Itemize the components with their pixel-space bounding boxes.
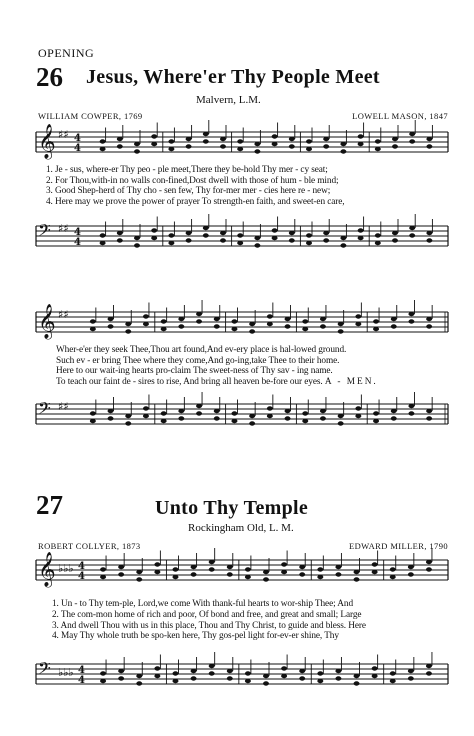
note-head	[358, 236, 364, 240]
note-head	[355, 414, 361, 418]
note-head	[136, 577, 142, 581]
note-head	[289, 144, 295, 148]
note-head	[249, 421, 255, 425]
note-head	[263, 674, 269, 678]
note-head	[299, 669, 305, 673]
note-head	[100, 679, 106, 683]
note-head	[186, 231, 192, 235]
note-head	[203, 233, 209, 237]
note-head	[118, 565, 124, 569]
note-head	[191, 565, 197, 569]
verse-block	[52, 599, 366, 642]
note-head	[338, 414, 344, 418]
note-head	[306, 233, 312, 237]
note-head	[408, 312, 414, 316]
note-head	[302, 419, 308, 423]
time-signature: 4	[74, 133, 81, 144]
note-head	[118, 676, 124, 680]
note-head	[196, 319, 202, 323]
note-head	[272, 228, 278, 232]
note-head	[118, 572, 124, 576]
note-head	[340, 236, 346, 240]
note-head	[100, 671, 106, 675]
note-head	[117, 238, 123, 242]
note-head	[263, 577, 269, 581]
note-head	[373, 319, 379, 323]
note-head	[285, 324, 291, 328]
note-head	[168, 233, 174, 237]
note-head	[117, 137, 123, 141]
note-head	[354, 577, 360, 581]
note-head	[409, 226, 415, 230]
note-head	[245, 671, 251, 675]
note-head	[172, 567, 178, 571]
note-head	[390, 679, 396, 683]
note-head	[338, 322, 344, 326]
note-head	[263, 570, 269, 574]
note-head	[372, 674, 378, 678]
note-head	[426, 317, 432, 321]
note-head	[373, 327, 379, 331]
note-head	[227, 565, 233, 569]
note-head	[249, 414, 255, 418]
note-head	[172, 679, 178, 683]
bass-clef-icon: 𝄢	[38, 398, 51, 422]
note-head	[186, 144, 192, 148]
note-head	[196, 404, 202, 408]
note-head	[134, 149, 140, 153]
note-head	[372, 570, 378, 574]
sharp-icon: ♯♯	[58, 400, 69, 413]
note-head	[90, 411, 96, 415]
tune-name: Rockingham Old, L. M.	[188, 522, 294, 534]
note-head	[375, 233, 381, 237]
note-head	[254, 236, 260, 240]
hymn-title: Jesus, Where'er Thy People Meet	[86, 66, 380, 88]
note-head	[214, 409, 220, 413]
time-signature: 4	[74, 143, 81, 154]
verse-line: 1. Je - sus, where-er Thy peo - ple meet,There they be-hold Thy mer - cy seat;	[46, 165, 328, 175]
note-head	[391, 317, 397, 321]
note-head	[320, 409, 326, 413]
note-head	[299, 676, 305, 680]
note-head	[143, 414, 149, 418]
note-head	[272, 236, 278, 240]
hymn-number: 27	[36, 490, 63, 520]
note-head	[254, 149, 260, 153]
note-head	[426, 664, 432, 668]
note-head	[426, 231, 432, 235]
time-signature: 4	[74, 237, 81, 248]
note-head	[335, 676, 341, 680]
note-head	[203, 226, 209, 230]
note-head	[214, 317, 220, 321]
note-head	[143, 322, 149, 326]
note-head	[323, 137, 329, 141]
note-head	[409, 139, 415, 143]
note-head	[136, 674, 142, 678]
bass-staff	[0, 396, 474, 456]
note-head	[108, 416, 114, 420]
note-head	[426, 567, 432, 571]
note-head	[220, 231, 226, 235]
note-head	[100, 147, 106, 151]
flat-icon: ♭♭♭	[58, 562, 74, 575]
note-head	[118, 669, 124, 673]
note-head	[136, 570, 142, 574]
note-head	[281, 674, 287, 678]
note-head	[136, 681, 142, 685]
note-head	[151, 228, 157, 232]
note-head	[408, 676, 414, 680]
note-head	[289, 238, 295, 242]
note-head	[390, 671, 396, 675]
sharp-icon: ♯♯	[58, 308, 69, 321]
note-head	[161, 419, 167, 423]
note-head	[317, 567, 323, 571]
note-head	[289, 231, 295, 235]
note-head	[209, 567, 215, 571]
verse-line: 2. For Thou,with-in no walls con-fined,Dost dwell with those of hum - ble mind;	[46, 175, 339, 186]
note-head	[220, 137, 226, 141]
note-head	[426, 671, 432, 675]
note-head	[214, 416, 220, 420]
note-head	[272, 142, 278, 146]
note-head	[231, 327, 237, 331]
note-head	[408, 319, 414, 323]
note-head	[203, 139, 209, 143]
note-head	[392, 238, 398, 242]
note-head	[340, 149, 346, 153]
note-head	[178, 416, 184, 420]
note-head	[231, 419, 237, 423]
note-head	[317, 679, 323, 683]
note-head	[161, 327, 167, 331]
note-head	[125, 421, 131, 425]
note-head	[143, 314, 149, 318]
note-head	[409, 233, 415, 237]
note-head	[227, 676, 233, 680]
note-head	[172, 671, 178, 675]
note-head	[289, 137, 295, 141]
note-head	[125, 414, 131, 418]
note-head	[267, 406, 273, 410]
verse-line: Here to our wait-ing hearts pro-claim The sweet-ness of Thy sav - ing name.	[56, 366, 333, 376]
note-head	[117, 231, 123, 235]
note-head	[134, 236, 140, 240]
note-head	[245, 679, 251, 683]
note-head	[375, 241, 381, 245]
treble-clef-icon: 𝄞	[38, 124, 56, 159]
author-credit: ROBERT COLLYER, 1873	[38, 541, 141, 551]
note-head	[161, 319, 167, 323]
sharp-icon: ♯♯	[58, 222, 69, 235]
note-head	[354, 674, 360, 678]
note-head	[203, 132, 209, 136]
note-head	[358, 142, 364, 146]
verse-line: Wher-e'er they seek Thee,Thou art found,And ev-ery place is hal-lowed ground.	[56, 345, 347, 355]
note-head	[391, 409, 397, 413]
note-head	[426, 560, 432, 564]
note-head	[100, 139, 106, 143]
note-head	[254, 243, 260, 247]
bass-clef-icon: 𝄢	[38, 220, 51, 244]
note-head	[168, 241, 174, 245]
note-head	[100, 233, 106, 237]
note-head	[172, 575, 178, 579]
note-head	[227, 572, 233, 576]
note-head	[231, 319, 237, 323]
note-head	[392, 231, 398, 235]
note-head	[237, 139, 243, 143]
section-heading: OPENING	[38, 46, 95, 60]
composer-credit: EDWARD MILLER, 1790	[349, 541, 448, 551]
verse-line: 1. Un - to Thy tem-ple, Lord,we come With thank-ful hearts to wor-ship Thee; And	[52, 599, 354, 609]
note-head	[267, 322, 273, 326]
note-head	[302, 411, 308, 415]
bass-clef-icon: 𝄢	[38, 658, 51, 682]
note-head	[161, 411, 167, 415]
note-head	[186, 238, 192, 242]
note-head	[191, 669, 197, 673]
note-head	[338, 329, 344, 333]
treble-clef-icon: 𝄞	[38, 552, 56, 587]
note-head	[263, 681, 269, 685]
note-head	[426, 238, 432, 242]
note-head	[323, 238, 329, 242]
note-head	[408, 565, 414, 569]
note-head	[320, 324, 326, 328]
bass-staff	[0, 656, 474, 716]
note-head	[281, 666, 287, 670]
note-head	[154, 666, 160, 670]
treble-clef-icon: 𝄞	[38, 304, 56, 339]
verse-line-text: To teach our faint de - sires to rise, And bring all heaven be-fore our eyes.	[56, 376, 323, 387]
note-head	[372, 562, 378, 566]
time-signature: 4	[78, 571, 85, 582]
note-head	[320, 416, 326, 420]
verse-block	[56, 345, 378, 387]
note-head	[426, 416, 432, 420]
note-head	[237, 147, 243, 151]
note-head	[354, 570, 360, 574]
note-head	[306, 241, 312, 245]
note-head	[335, 572, 341, 576]
hymn-title: Unto Thy Temple	[155, 497, 309, 519]
note-head	[375, 139, 381, 143]
note-head	[108, 409, 114, 413]
note-head	[426, 324, 432, 328]
note-head	[285, 317, 291, 321]
note-head	[143, 406, 149, 410]
note-head	[373, 411, 379, 415]
note-head	[231, 411, 237, 415]
note-head	[392, 137, 398, 141]
note-head	[209, 671, 215, 675]
note-head	[372, 666, 378, 670]
note-head	[134, 142, 140, 146]
note-head	[306, 139, 312, 143]
note-head	[340, 142, 346, 146]
note-head	[299, 572, 305, 576]
note-head	[191, 676, 197, 680]
note-head	[245, 575, 251, 579]
note-head	[281, 562, 287, 566]
note-head	[154, 570, 160, 574]
verse-line: Such ev - er bring Thee where they come,And go-ing,take Thee to their home.	[56, 355, 340, 366]
note-head	[390, 575, 396, 579]
note-head	[392, 144, 398, 148]
note-head	[317, 575, 323, 579]
verse-line: 3. And dwell Thou with us in this place, Thou and Thy Christ, to guide and bless. Here	[52, 620, 366, 631]
note-head	[408, 411, 414, 415]
note-head	[100, 567, 106, 571]
note-head	[254, 142, 260, 146]
note-head	[323, 231, 329, 235]
author-credit: WILLIAM COWPER, 1769	[38, 111, 143, 121]
note-head	[151, 236, 157, 240]
note-head	[209, 560, 215, 564]
note-head	[154, 674, 160, 678]
note-head	[426, 137, 432, 141]
note-head	[249, 322, 255, 326]
note-head	[125, 329, 131, 333]
note-head	[355, 406, 361, 410]
note-head	[299, 565, 305, 569]
note-head	[100, 575, 106, 579]
note-head	[108, 324, 114, 328]
note-head	[90, 419, 96, 423]
verse-line: 4. May Thy whole truth be spo-ken here, Thy gos-pel light for-ev-er shine, Thy	[52, 631, 339, 642]
note-head	[285, 416, 291, 420]
note-head	[281, 570, 287, 574]
verse-line: 4. Here may we prove the power of prayer To strength-en faith, and sweet-en care,	[46, 196, 345, 207]
verse-block	[46, 165, 345, 207]
note-head	[168, 147, 174, 151]
note-head	[335, 669, 341, 673]
note-head	[134, 243, 140, 247]
note-head	[151, 142, 157, 146]
note-head	[90, 319, 96, 323]
note-head	[358, 228, 364, 232]
note-head	[125, 322, 131, 326]
note-head	[154, 562, 160, 566]
note-head	[178, 409, 184, 413]
verse-line: 3. Good Shep-herd of Thy cho - sen few, Thy for-mer mer - cies here re - new;	[46, 186, 331, 196]
note-head	[302, 327, 308, 331]
hymn-number: 26	[36, 62, 63, 92]
flat-icon: ♭♭♭	[58, 666, 74, 679]
note-head	[306, 147, 312, 151]
note-head	[390, 567, 396, 571]
note-head	[302, 319, 308, 323]
note-head	[355, 314, 361, 318]
note-head	[285, 409, 291, 413]
note-head	[338, 421, 344, 425]
time-signature: 4	[74, 227, 81, 238]
note-head	[354, 681, 360, 685]
note-head	[209, 664, 215, 668]
verse-line	[56, 377, 378, 388]
note-head	[408, 669, 414, 673]
amen-label: A - MEN.	[324, 376, 378, 387]
note-head	[409, 132, 415, 136]
tune-name: Malvern, L.M.	[196, 94, 261, 106]
time-signature: 4	[78, 561, 85, 572]
note-head	[90, 327, 96, 331]
note-head	[426, 144, 432, 148]
note-head	[168, 139, 174, 143]
note-head	[375, 147, 381, 151]
note-head	[186, 137, 192, 141]
note-head	[249, 329, 255, 333]
note-head	[196, 312, 202, 316]
note-head	[245, 567, 251, 571]
note-head	[391, 324, 397, 328]
note-head	[108, 317, 114, 321]
note-head	[426, 409, 432, 413]
composer-credit: LOWELL MASON, 1847	[352, 111, 448, 121]
note-head	[151, 134, 157, 138]
note-head	[358, 134, 364, 138]
note-head	[178, 317, 184, 321]
note-head	[317, 671, 323, 675]
note-head	[267, 314, 273, 318]
note-head	[178, 324, 184, 328]
verse-line: 2. The com-mon home of rich and poor, Of bond and free, and great and small; Large	[52, 609, 362, 620]
note-head	[272, 134, 278, 138]
time-signature: 4	[78, 675, 85, 686]
sharp-icon: ♯♯	[58, 128, 69, 141]
note-head	[214, 324, 220, 328]
note-head	[391, 416, 397, 420]
note-head	[267, 414, 273, 418]
note-head	[237, 233, 243, 237]
note-head	[100, 241, 106, 245]
note-head	[320, 317, 326, 321]
note-head	[220, 144, 226, 148]
note-head	[191, 572, 197, 576]
note-head	[355, 322, 361, 326]
time-signature: 4	[78, 665, 85, 676]
note-head	[408, 572, 414, 576]
note-head	[373, 419, 379, 423]
note-head	[196, 411, 202, 415]
note-head	[335, 565, 341, 569]
note-head	[237, 241, 243, 245]
note-head	[340, 243, 346, 247]
note-head	[408, 404, 414, 408]
bass-staff	[0, 218, 474, 278]
note-head	[117, 144, 123, 148]
note-head	[220, 238, 226, 242]
note-head	[227, 669, 233, 673]
note-head	[323, 144, 329, 148]
